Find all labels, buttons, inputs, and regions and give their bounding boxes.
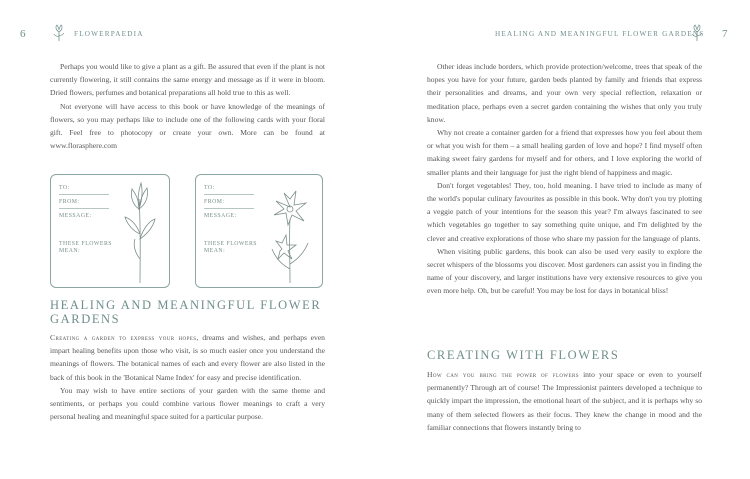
- running-head-left: FLOWERPAEDIA: [74, 30, 144, 38]
- paragraph: How can you bring the power of flowers into your space or even to yourself permanently? Through art of course! The Impressionist painters developed a technique to quickly impart the impression, the emotional heart of the subject, and it is perhaps why so many of them selected flowers as their focus. They knew the change in mood and the familiar connections that flowers instantly bring to: [427, 370, 702, 432]
- ideas-text: [427, 60, 702, 298]
- lead-smallcaps: Creating a garden to express your hopes,: [50, 333, 199, 342]
- section-heading-creating: CREATING WITH FLOWERS: [427, 348, 620, 362]
- card-to-label: TO:: [204, 185, 215, 191]
- right-page: [375, 0, 750, 479]
- creating-text: [427, 368, 702, 434]
- card-meaning-label: THESE FLOWERS MEAN:: [204, 241, 258, 254]
- page-number-right: 7: [722, 28, 728, 40]
- gift-card-2: [195, 174, 323, 288]
- healing-text: [50, 331, 325, 423]
- flower-ornament-icon: [52, 24, 66, 42]
- gift-card-1: [50, 174, 170, 288]
- card-message-label: MESSAGE:: [204, 213, 237, 219]
- paragraph: Creating a garden to express your hopes, dreams and wishes, and perhaps even impart healing benefits upon those who visit, is so much easier once you understand the meanings of flowers. The botanical names of each and every flower are also listed in the back of this book in the 'Botanical Name Index' for easy and precise identification.: [50, 333, 325, 382]
- card-to-label: TO:: [59, 185, 70, 191]
- paragraph: Other ideas include borders, which provide protection/welcome, trees that speak of the hopes you have for your future, garden beds planted by family and friends that express their personalities and dreams, and your own very special reflection, relaxation or meditation place, perhaps even a secret garden containing the wishes that only you truly know.: [427, 62, 702, 124]
- flower-ornament-icon: [690, 24, 704, 42]
- lily-illustration-icon: [115, 179, 165, 283]
- card-message-label: MESSAGE:: [59, 213, 92, 219]
- paragraph: Why not create a container garden for a friend that expresses how you feel about them or what you wish for them – a small healing garden of love and hope? I find myself often making sweet fairy gardens for myself and for others, and I love exploring the world of smaller plants and their language for just the right blend of happiness and magic.: [427, 128, 702, 177]
- card-from-label: FROM:: [59, 199, 80, 205]
- intro-text: [50, 60, 325, 152]
- paragraph: Don't forget vegetables! They, too, hold meaning. I have tried to include as many of the world's popular culinary favourites as possible in this book. Why don't you try plotting a veggie patch of your intentions for the season this year? I'm always fascinated to see which vegetables go together to say something quite unique, and I'm delighted by the clever and creative explorations of those who share my passion for the language of plants.: [427, 180, 702, 243]
- paragraph: You may wish to have entire sections of your garden with the same theme and sentiments, or perhaps you could combine various flower meanings to craft a very personal healing and meaningful space suited for a particular purpose.: [50, 385, 325, 422]
- card-from-label: FROM:: [204, 199, 225, 205]
- paragraph: Perhaps you would like to give a plant as a gift. Be assured that even if the plant is not currently flowering, it still contains the same energy and message as if it were in bloom. Dried flowers, perfumes and botanical preparations all hold true to this as well.: [50, 62, 325, 98]
- lead-smallcaps: How can you bring the power of flowers: [427, 370, 579, 379]
- card-meaning-label: THESE FLOWERS MEAN:: [59, 241, 113, 254]
- narcissus-illustration-icon: [260, 179, 318, 283]
- running-head-right: HEALING AND MEANINGFUL FLOWER GARDENS: [495, 30, 705, 38]
- section-heading-healing: HEALING AND MEANINGFUL FLOWER GARDENS: [50, 298, 322, 326]
- page-number-left: 6: [20, 28, 26, 40]
- paragraph: When visiting public gardens, this book can also be used very easily to explore the secret whispers of the blossoms you discover. Most gardeners can assist you in finding the name of your discovery, and larger institutions have very extensive resources to give you even more help. Oh, but be careful! You may be lost for days in botanical bliss!: [427, 246, 702, 296]
- paragraph: Not everyone will have access to this book or have knowledge of the meanings of flowers, so you may perhaps like to include one of the following cards with your floral gift. Feel free to photocopy or create your own. More can be found at www.florasphere.com: [50, 101, 325, 151]
